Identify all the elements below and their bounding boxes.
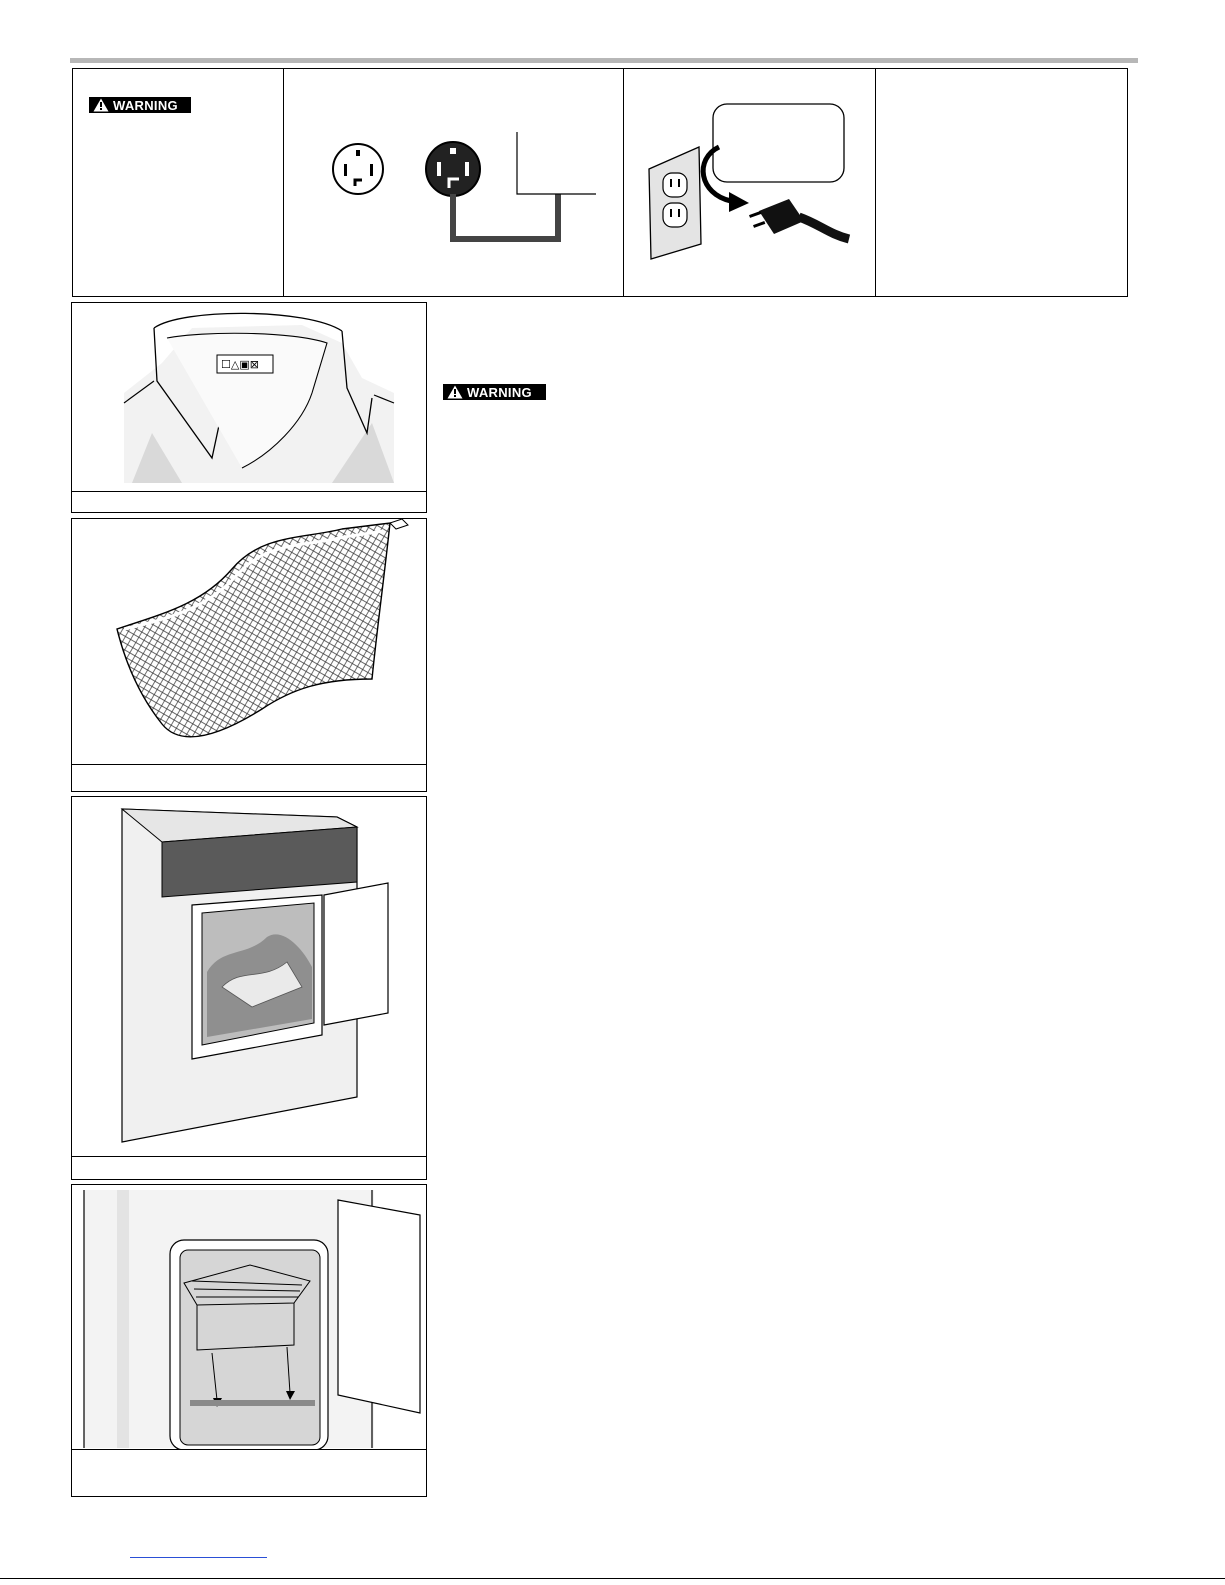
warning-badge xyxy=(89,97,191,113)
dryer-loaded-illustration xyxy=(72,797,426,1157)
figure-mesh-bag xyxy=(71,518,427,792)
figure-caption xyxy=(72,1156,426,1179)
panel-divider xyxy=(875,69,876,296)
electrical-panel xyxy=(72,68,1128,297)
footer-rule xyxy=(0,1578,1225,1579)
shirt-collar-illustration xyxy=(72,303,426,493)
figure-dryer-loaded xyxy=(71,796,427,1180)
dryer-rack-illustration xyxy=(72,1185,426,1450)
footer-link-underline[interactable] xyxy=(130,1557,267,1558)
figure-caption xyxy=(72,491,426,512)
svg-text:☐△▣⊠: ☐△▣⊠ xyxy=(221,358,259,371)
panel-divider xyxy=(623,69,624,296)
warning-triangle-icon xyxy=(447,385,463,399)
figure-caption xyxy=(72,764,426,791)
dryer-outlets-illustration xyxy=(313,124,613,254)
plug-outlet-illustration xyxy=(639,99,859,269)
panel-divider xyxy=(283,69,284,296)
warning-label: WARNING xyxy=(113,97,178,113)
warning-badge xyxy=(443,384,546,400)
figure-dryer-rack xyxy=(71,1184,427,1497)
mesh-bag-illustration xyxy=(72,519,426,769)
header-rule xyxy=(70,58,1138,63)
figure-shirt-collar xyxy=(71,302,427,513)
warning-label: WARNING xyxy=(467,384,532,400)
warning-triangle-icon xyxy=(93,98,109,112)
figure-caption xyxy=(72,1449,426,1496)
